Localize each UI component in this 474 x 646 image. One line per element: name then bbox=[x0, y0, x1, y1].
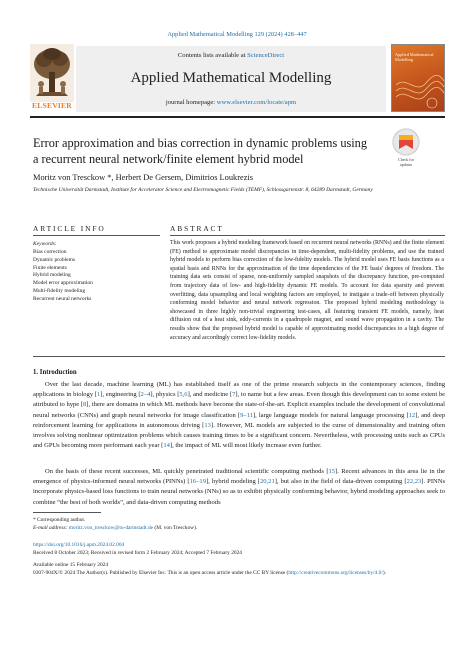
check-for-updates-icon[interactable] bbox=[388, 126, 424, 158]
email-suffix: (M. von Tresckow). bbox=[153, 525, 198, 531]
keyword-item: Multi-fidelity modeling bbox=[33, 287, 86, 294]
header-divider bbox=[30, 116, 445, 118]
homepage-prefix: journal homepage: bbox=[165, 99, 217, 106]
abstract-divider bbox=[170, 235, 445, 236]
p2-text: ], hybrid modeling [ bbox=[205, 478, 260, 486]
article-info-heading: ARTICLE INFO bbox=[33, 224, 106, 233]
license-statement bbox=[33, 570, 445, 578]
elsevier-wordmark: ELSEVIER bbox=[31, 101, 72, 110]
license-suffix: ). bbox=[382, 570, 387, 576]
cover-title: Applied Mathematical Modelling bbox=[395, 52, 434, 63]
email-note bbox=[33, 525, 445, 533]
affiliation: Technische Universität Darmstadt, Institute for Accelerator Science and Electromagnetic Fields (TEMF), Schlossgartenstr. 8, 64289 Darmstadt, Germany bbox=[33, 187, 373, 193]
abstract-heading: ABSTRACT bbox=[170, 224, 224, 233]
citation-link[interactable]: 9–11 bbox=[240, 411, 253, 419]
introduction-heading: 1. Introduction bbox=[33, 369, 77, 376]
homepage-link[interactable]: www.elsevier.com/locate/apm bbox=[216, 99, 297, 106]
keyword-item: Hybrid modeling bbox=[33, 272, 71, 279]
doi-link[interactable]: https://doi.org/10.1016/j.apm.2024.02.004 bbox=[33, 542, 125, 548]
keywords-list bbox=[33, 249, 158, 304]
citation-link[interactable]: 12 bbox=[408, 411, 416, 419]
badge-line-1: Check for bbox=[398, 157, 414, 162]
p2-text: ]. PINNs incorporate physics-based loss functions to train neural networks (NNs) so as to exhibit physically conforming behavior, hybrid modeling approaches seek to combine “the best of both worlds”, and data-driven computing methods bbox=[33, 478, 446, 506]
citation-link[interactable]: 1 bbox=[96, 391, 101, 399]
p2-text: On the basis of these recent successes, ML quickly penetrated traditional scientific computing methods [ bbox=[45, 468, 329, 475]
introduction-paragraph-2 bbox=[33, 467, 445, 508]
citation-link[interactable]: 8 bbox=[83, 401, 87, 409]
elsevier-tree-icon bbox=[30, 44, 74, 102]
body-divider bbox=[33, 356, 445, 357]
author-list[interactable]: Moritz von Tresckow *, Herbert De Gersem, Dimitrios Loukrezis bbox=[33, 173, 254, 182]
email-link[interactable]: moritz.von_tresckow@tu-darmstadt.de bbox=[68, 525, 154, 531]
license-link[interactable]: http://creativecommons.org/licenses/by/4.0/ bbox=[288, 570, 383, 576]
p1-text: ], engineering [ bbox=[100, 391, 141, 399]
journal-reference[interactable]: Applied Mathematical Modelling 129 (2024) 428–447 bbox=[167, 31, 307, 38]
article-info-divider bbox=[33, 235, 160, 236]
p1-text: ], large language models for natural language processing [ bbox=[252, 411, 409, 419]
citation-link[interactable]: 16–19 bbox=[189, 478, 206, 486]
keyword-item: Dynamic problems bbox=[33, 256, 76, 263]
p2-text: ], but also in the field of data-driven computing [ bbox=[274, 478, 407, 486]
received-dates: Received 8 October 2023; Received in revised form 2 February 2024; Accepted 7 February 2024 bbox=[33, 550, 242, 556]
citation-link[interactable]: 13 bbox=[204, 421, 211, 429]
p1-text: ], physics [ bbox=[150, 391, 180, 399]
citation-link[interactable]: 20,21 bbox=[260, 478, 275, 486]
abstract-text: This work proposes a hybrid modeling framework based on recurrent neural networks (RNNs) and the finite element (FE) method to approximate model discrepancies in time-dependent, multi-fidelity problems, and use the trained hybrid models to perform bias correction of the low-fidelity models. The hybrid model uses FE basis functions as a spatial basis and RNNs for the approximation of the time dependencies of the FE basis' degrees of freedom. The training data sets consist of sparse, non-uniformly sampled snapshots of the discrepancy function, pre-computed from trajectory data of low- and high-fidelity dynamic FE models. To account for data sparsity and prevent overfitting, data upsampling and local weighting factors are employed, to instigate a trade-off between physically conforming model behavior and neural network regression. The proposed hybrid modeling methodology is showcased in three highly non-trivial engineering test-cases, all featuring transient FE models, namely, heat diffusion out of a heat sink, eddy-currents in a quadrupole magnet, and sound wave propagation in a cavity. The results show that the proposed hybrid model is capable of approximating model discrepancies to a high degree of accuracy and accordingly correct low-fidelity models. bbox=[170, 240, 444, 341]
p1-text: ]. However, ML models are subjected to the curse of dimensionality and training often involves solving nonlinear optimization problems which causes training times to be a significant concern. Nevertheless, with processing units such as CPUs and GPUs becoming more performant each year [ bbox=[33, 421, 445, 450]
badge-line-2: updates bbox=[399, 161, 413, 167]
homepage-line bbox=[76, 99, 386, 106]
corresponding-author-note: * Corresponding author. bbox=[33, 517, 86, 523]
citation-link[interactable]: 2–4 bbox=[140, 391, 151, 399]
p1-text: ], to name but a few areas. Even though this development can to some extent be attributed to hype [ bbox=[33, 391, 446, 409]
citation-link[interactable]: 14 bbox=[163, 442, 170, 450]
p1-text: Over the last decade, machine learning (ML) has established itself as one of the prime research subjects in the contemporary sciences, finding applications in biology [ bbox=[33, 381, 445, 399]
citation-link[interactable]: 5,6 bbox=[179, 391, 188, 399]
citation-link[interactable]: 15 bbox=[328, 468, 336, 475]
contents-line bbox=[76, 52, 386, 59]
keyword-item: Recurrent neural networks bbox=[33, 295, 92, 302]
citation-link[interactable]: 7 bbox=[232, 391, 236, 399]
p1-text: ], and medicine [ bbox=[187, 391, 233, 399]
p1-text: ], there are domains in which ML methods have become the state-of-the-art. Explicit examples include the development of convolutional neural networks (CNNs) and graph neural networks for image classification [ bbox=[33, 401, 445, 419]
p2-text: ]. Recent advances in this area lie in the emergence of physics-informed neural networks (PINNs) [ bbox=[33, 468, 445, 486]
paper-title: Error approximation and bias correction in dynamic problems using a recurrent neural network/finite element hybrid model bbox=[33, 136, 367, 166]
citation-link[interactable]: 22,23 bbox=[406, 478, 422, 486]
email-label: E-mail address: bbox=[33, 525, 69, 531]
check-for-updates-label[interactable] bbox=[383, 158, 429, 167]
p1-text: ], and deep reinforcement learning for applications in autonomous driving [ bbox=[33, 411, 446, 429]
contents-prefix: Contents lists available at bbox=[177, 52, 248, 59]
introduction-paragraph-1 bbox=[33, 380, 445, 451]
keyword-item: Model error approximation bbox=[33, 280, 93, 287]
keywords-label: Keywords: bbox=[33, 241, 57, 247]
available-online: Available online 15 February 2024 bbox=[33, 562, 109, 568]
keyword-item: Bias correction bbox=[33, 249, 67, 255]
keyword-item: Finite elements bbox=[33, 264, 67, 271]
p1-text: ], the impact of ML will most likely increase even further. bbox=[169, 442, 322, 450]
license-prefix: 0307-904X/© 2024 The Author(s). Published by Elsevier Inc. This is an open access article under the CC BY license ( bbox=[33, 570, 289, 576]
sciencedirect-link[interactable]: ScienceDirect bbox=[247, 52, 285, 59]
footnote-divider bbox=[33, 512, 101, 513]
journal-title: Applied Mathematical Modelling bbox=[130, 70, 332, 86]
